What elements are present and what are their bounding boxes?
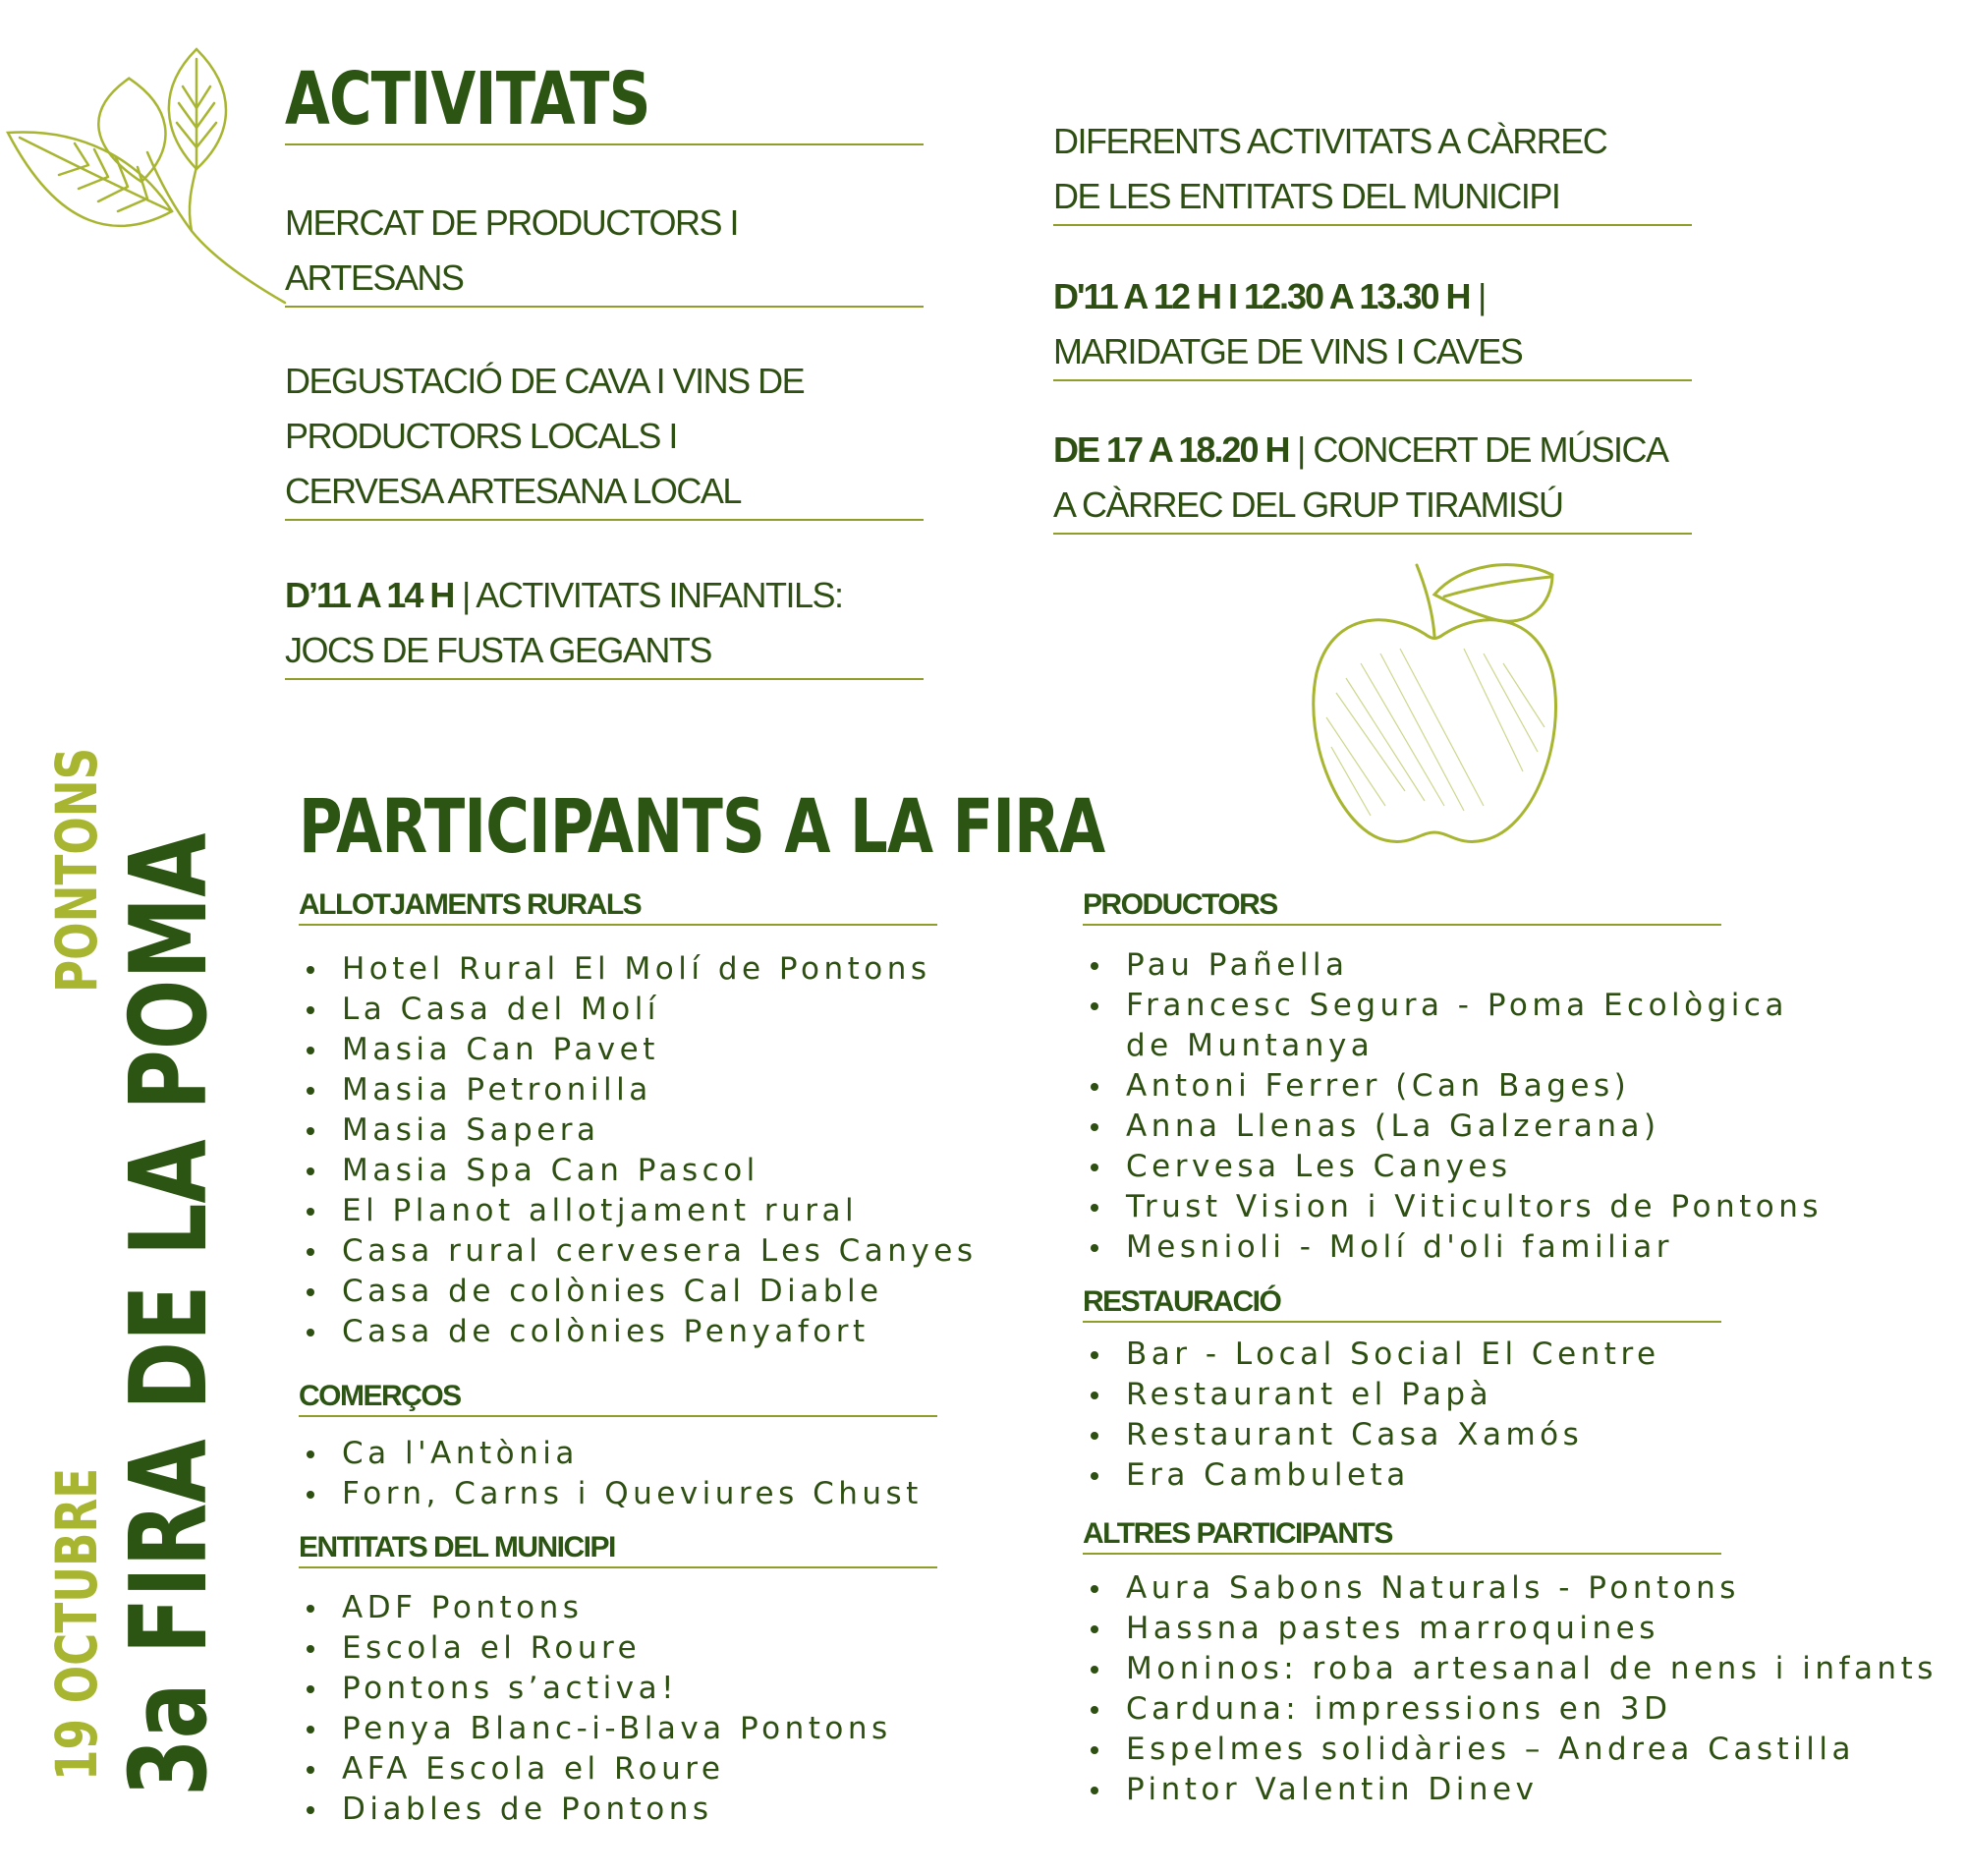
list-item: Masia Spa Can Pascol xyxy=(299,1151,978,1191)
list-item: Trust Vision i Viticultors de Pontons xyxy=(1083,1187,1823,1227)
list-item: Antoni Ferrer (Can Bages) xyxy=(1083,1066,1823,1107)
list-item: Moninos: roba artesanal de nens i infants xyxy=(1083,1649,1937,1689)
list-item: Casa de colònies Cal Diable xyxy=(299,1272,978,1312)
allotjaments-list xyxy=(299,949,978,1352)
side-title-place: PONTONS xyxy=(43,747,110,993)
productors-list xyxy=(1083,945,1823,1268)
list-item: Ca l'Antònia xyxy=(299,1434,923,1474)
category-heading-altres: ALTRES PARTICIPANTS xyxy=(1083,1517,1721,1555)
list-item: Penya Blanc-i-Blava Pontons xyxy=(299,1709,892,1749)
activity-item: DEGUSTACIÓ DE CAVA I VINS DE PRODUCTORS LOCALS I CERVESA ARTESANA LOCAL xyxy=(285,354,924,521)
list-item: Casa de colònies Penyafort xyxy=(299,1312,978,1352)
list-item: Pintor Valentin Dinev xyxy=(1083,1770,1937,1810)
category-heading-entitats: ENTITATS DEL MUNICIPI xyxy=(299,1531,937,1568)
entitats-list xyxy=(299,1588,892,1830)
list-item: Hassna pastes marroquines xyxy=(1083,1609,1937,1649)
activity-item: D'11 A 12 H I 12.30 A 13.30 H | MARIDATGE DE VINS I CAVES xyxy=(1053,269,1692,381)
list-item: Escola el Roure xyxy=(299,1628,892,1669)
list-item: Pontons s’activa! xyxy=(299,1669,892,1709)
list-item: Anna Llenas (La Galzerana) xyxy=(1083,1107,1823,1147)
list-item: Carduna: impressions en 3D xyxy=(1083,1689,1937,1730)
list-item: Cervesa Les Canyes xyxy=(1083,1147,1823,1187)
list-item: Aura Sabons Naturals - Pontons xyxy=(1083,1568,1937,1609)
list-item: Masia Can Pavet xyxy=(299,1030,978,1070)
side-title-event: 3a FIRA DE LA POMA xyxy=(108,832,231,1796)
category-heading-allotjaments: ALLOTJAMENTS RURALS xyxy=(299,888,937,926)
activity-time: DE 17 A 18.20 H xyxy=(1053,429,1289,470)
apple-illustration xyxy=(1287,555,1582,850)
activitats-title: ACTIVITATS xyxy=(285,57,650,142)
list-item: Espelmes solidàries – Andrea Castilla xyxy=(1083,1730,1937,1770)
comercos-list xyxy=(299,1434,923,1514)
activity-item: DE 17 A 18.20 H | CONCERT DE MÚSICA A CÀRREC DEL GRUP TIRAMISÚ xyxy=(1053,423,1692,535)
activity-item: D’11 A 14 H | ACTIVITATS INFANTILS: JOCS DE FUSTA GEGANTS xyxy=(285,568,924,680)
leaf-branch-illustration xyxy=(0,39,295,314)
list-item: de Muntanya xyxy=(1126,1028,1375,1063)
list-item: Diables de Pontons xyxy=(299,1790,892,1830)
category-heading-comercos: COMERÇOS xyxy=(299,1380,937,1417)
activity-item: MERCAT DE PRODUCTORS I ARTESANS xyxy=(285,196,924,308)
restauracio-list xyxy=(1083,1335,1660,1496)
list-item: Mesnioli - Molí d'oli familiar xyxy=(1083,1227,1823,1268)
list-item: Restaurant el Papà xyxy=(1083,1375,1660,1415)
list-item: Era Cambuleta xyxy=(1083,1455,1660,1496)
list-item: La Casa del Molí xyxy=(299,990,978,1030)
list-item: AFA Escola el Roure xyxy=(299,1749,892,1790)
list-item: Masia Sapera xyxy=(299,1110,978,1151)
list-item: Forn, Carns i Queviures Chust xyxy=(299,1474,923,1514)
list-item: Pau Pañella xyxy=(1083,945,1823,986)
activity-item: DIFERENTS ACTIVITATS A CÀRREC DE LES ENTITATS DEL MUNICIPI xyxy=(1053,114,1692,226)
list-item: Hotel Rural El Molí de Pontons xyxy=(299,949,978,990)
list-item: El Planot allotjament rural xyxy=(299,1191,978,1231)
altres-list xyxy=(1083,1568,1937,1810)
list-item: Casa rural cervesera Les Canyes xyxy=(299,1231,978,1272)
category-heading-productors: PRODUCTORS xyxy=(1083,888,1721,926)
category-heading-restauracio: RESTAURACIÓ xyxy=(1083,1285,1721,1323)
list-item: Masia Petronilla xyxy=(299,1070,978,1110)
side-title-date: 19 OCTUBRE xyxy=(43,1467,110,1781)
activity-time: D'11 A 12 H I 12.30 A 13.30 H xyxy=(1053,276,1470,316)
list-item: ADF Pontons xyxy=(299,1588,892,1628)
title-rule xyxy=(285,143,924,145)
activity-time: D’11 A 14 H xyxy=(285,575,454,615)
participants-title: PARTICIPANTS A LA FIRA xyxy=(299,782,1105,870)
list-item: Restaurant Casa Xamós xyxy=(1083,1415,1660,1455)
list-item: Francesc Segura - Poma Ecològica xyxy=(1083,986,1823,1026)
list-item: Bar - Local Social El Centre xyxy=(1083,1335,1660,1375)
